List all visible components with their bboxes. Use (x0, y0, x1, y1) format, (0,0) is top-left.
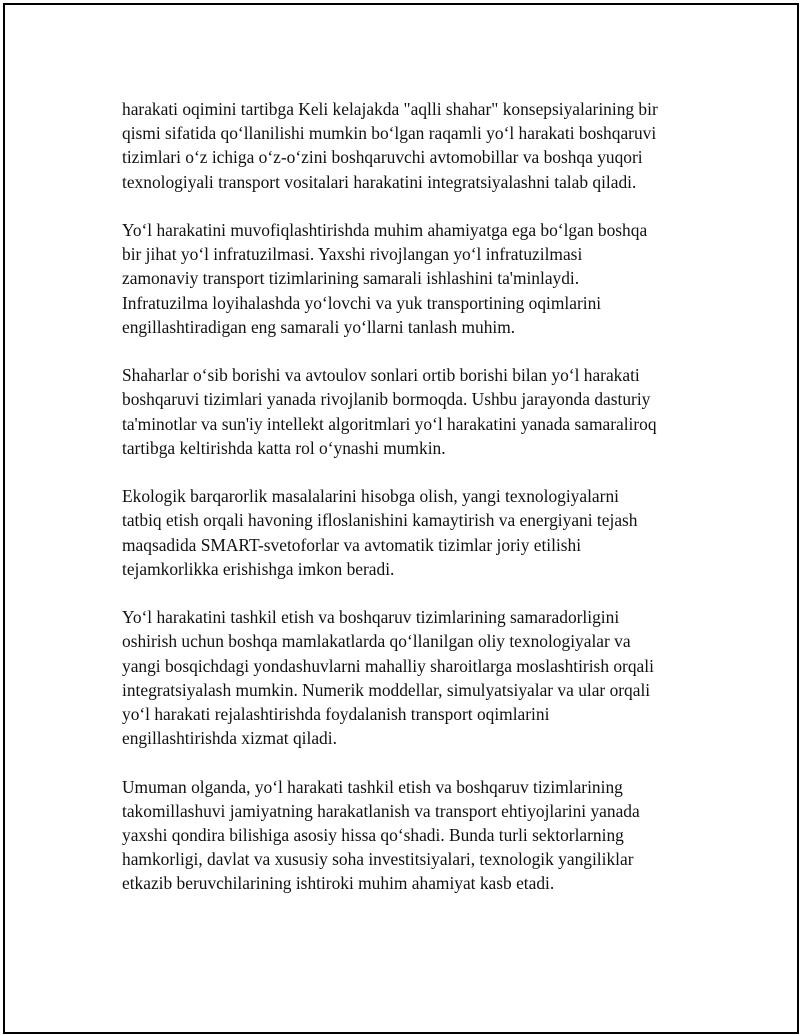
page-frame (3, 3, 799, 1034)
text-line: Umuman olganda, yo‘l harakati tashkil etish va boshqaruv tizimlarining (122, 776, 623, 797)
text-line: tejamkorlikka erishishga imkon beradi. (122, 558, 395, 579)
text-line: yaxshi qondira bilishiga asosiy hissa qo‘shadi. Bunda turli sektorlarning (122, 825, 624, 846)
text-line: tatbiq etish orqali havoning ifloslanishini kamaytirish va energiyani tejash (122, 510, 638, 531)
text-line: hamkorligi, davlat va xususiy soha investitsiyalari, texnologik yangiliklar (122, 849, 634, 870)
text-line: Infratuzilma loyihalashda yo‘lovchi va yuk transportining oqimlarini (122, 292, 602, 313)
text-line: oshirish uchun boshqa mamlakatlarda qo‘llanilgan oliy texnologiyalar va (122, 631, 631, 652)
text-line: tizimlari o‘z ichiga o‘z-o‘zini boshqaruvchi avtomobillar va boshqa yuqori (122, 147, 643, 168)
text-line: Ekologik barqarorlik masalalarini hisobga olish, yangi texnologiyalarni (122, 486, 619, 507)
paragraph-1 (122, 97, 702, 194)
paragraph-3 (122, 363, 702, 460)
document-body (122, 97, 702, 920)
text-line: Yo‘l harakatini tashkil etish va boshqaruv tizimlarining samaradorligini (122, 607, 620, 628)
text-line: yangi bosqichdagi yondashuvlarni mahalliy sharoitlarga moslashtirish orqali (122, 655, 654, 676)
text-line: etkazib beruvchilarining ishtiroki muhim ahamiyat kasb etadi. (122, 873, 555, 894)
text-line: texnologiyali transport vositalari harakatini integratsiyalashni talab qiladi. (122, 171, 637, 192)
text-line: maqsadida SMART-svetoforlar va avtomatik tizimlar joriy etilishi (122, 534, 582, 555)
text-line: boshqaruvi tizimlari yanada rivojlanib bormoqda. Ushbu jarayonda dasturiy (122, 389, 651, 410)
text-line: yo‘l harakati rejalashtirishda foydalanish transport oqimlarini (122, 704, 550, 725)
text-line: harakati oqimini tartibga Keli kelajakda "aqlli shahar" konsepsiyalarining bir (122, 99, 658, 119)
text-line: tartibga keltirishda katta rol o‘ynashi mumkin. (122, 437, 446, 458)
text-line: Shaharlar o‘sib borishi va avtoulov sonlari ortib borishi bilan yo‘l harakati (122, 365, 640, 386)
text-line: qismi sifatida qo‘llanilishi mumkin bo‘lgan raqamli yo‘l harakati boshqaruvi (122, 123, 657, 144)
text-line: Yo‘l harakatini muvofiqlashtirishda muhim ahamiyatga ega bo‘lgan boshqa (122, 220, 648, 240)
text-line: ta'minotlar va sun'iy intellekt algoritmlari yo‘l harakatini yanada samaraliroq (122, 413, 657, 434)
paragraph-5 (122, 605, 702, 750)
text-line: integratsiyalash mumkin. Numerik moddellar, simulyatsiyalar va ular orqali (122, 679, 651, 700)
text-line: zamonaviy transport tizimlarining samarali ishlashini ta'minlaydi. (122, 268, 580, 289)
text-line: engillashtiradigan eng samarali yo‘llarni tanlash muhim. (122, 316, 516, 337)
paragraph-6 (122, 775, 702, 896)
text-line: bir jihat yo‘l infratuzilmasi. Yaxshi rivojlangan yo‘l infratuzilmasi (122, 244, 583, 265)
paragraph-4 (122, 484, 702, 581)
text-line: engillashtirishda xizmat qiladi. (122, 728, 337, 749)
text-line: takomillashuvi jamiyatning harakatlanish va transport ehtiyojlarini yanada (122, 800, 640, 821)
paragraph-2 (122, 218, 702, 339)
